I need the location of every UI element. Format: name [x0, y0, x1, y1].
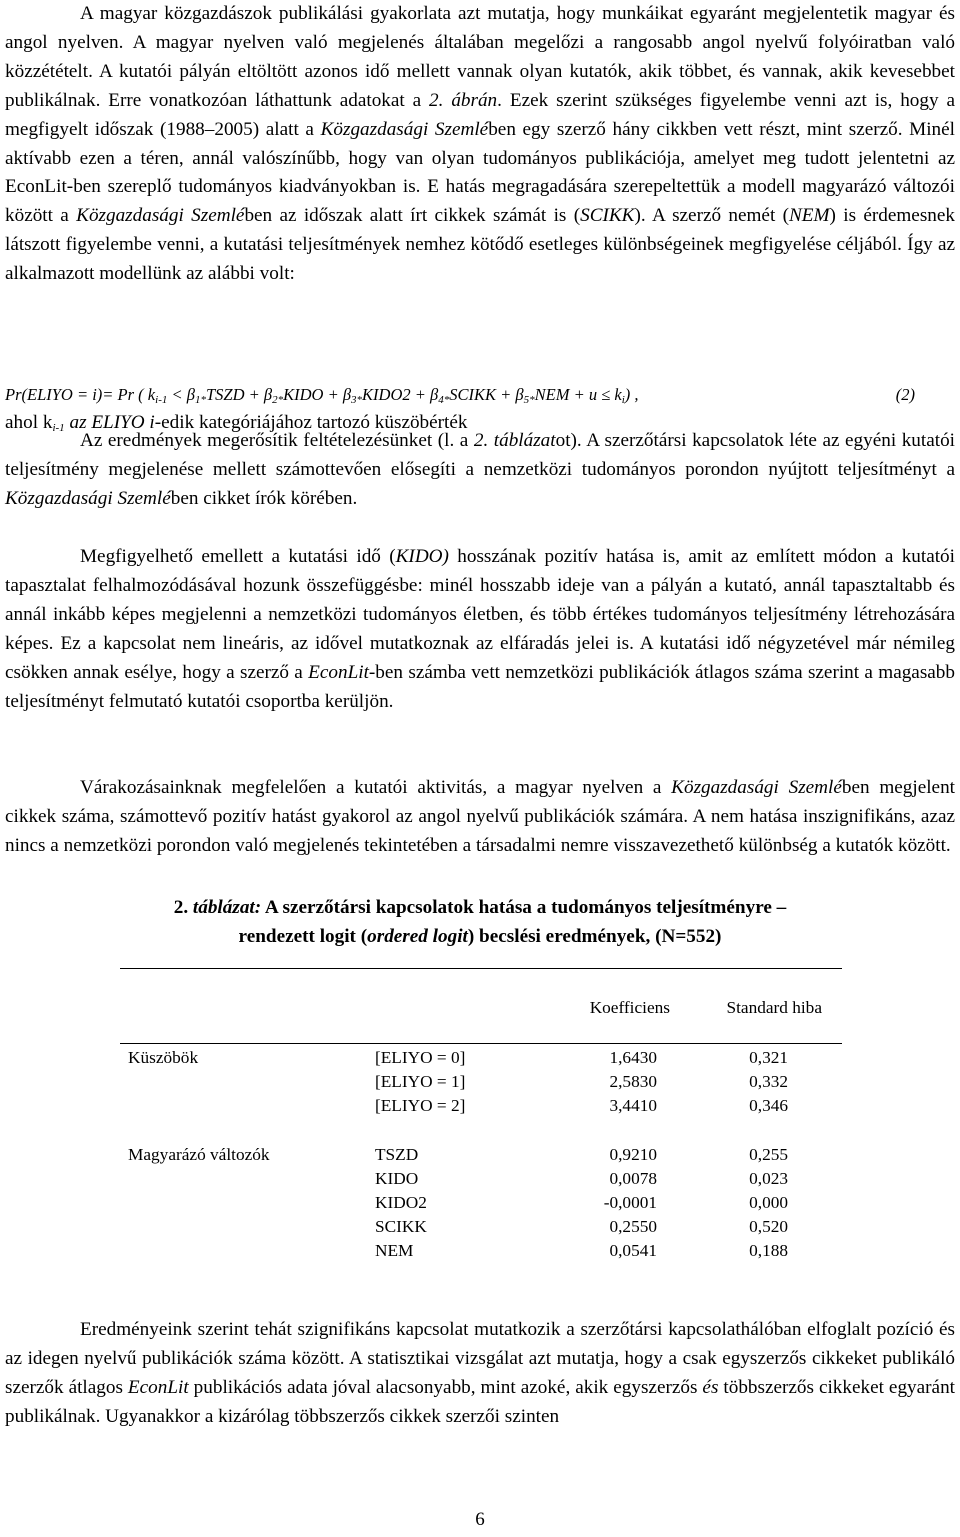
formula-part: KIDO2 + β — [362, 385, 439, 404]
text-run: ) is érdemesnek látszott figyelembe venni, a kutatási teljesítmények nemhez kötődő esetleges különbségeinek megfigyelése céljából. Így az alkalmazott modellünk az alábbi volt: — [5, 205, 955, 285]
group-label-explanatory-variables: Magyarázó változók — [128, 1145, 270, 1164]
coefficient-value: 2,5830 — [609, 1072, 657, 1091]
text-run: többszerzős cikkeket egyaránt publikálnak. Ugyanakkor a kizárólag többszerzős cikkek szerzői szinten — [5, 1376, 955, 1427]
emphasis: és — [702, 1376, 719, 1398]
text-run: . Ezek szerint szükséges figyelembe venni azt is, hogy a megfigyelt időszak (1988–2005) alatt a — [5, 89, 955, 140]
page-number: 6 — [475, 1509, 485, 1530]
column-header-standard-error: Standard hiba — [726, 998, 822, 1017]
standard-error-value: 0,255 — [749, 1145, 788, 1164]
formula-part: Pr(ELIYO = i)= Pr ( k — [5, 385, 156, 404]
text-run: Várakozásainknak megfelelően a kutatói aktivitás, a magyar nyelven a — [80, 777, 672, 798]
text-run: ). A szerző nemét ( — [634, 205, 789, 227]
text-run: ben az időszak alatt írt cikkek számát is ( — [244, 205, 581, 227]
standard-error-value: 0,188 — [749, 1241, 788, 1260]
row-name: [ELIYO = 1] — [375, 1072, 466, 1091]
figure-reference: 2. ábrán — [429, 89, 498, 111]
row-name: KIDO — [375, 1169, 419, 1188]
table-header-rule — [120, 1043, 842, 1044]
row-name: KIDO2 — [375, 1193, 427, 1212]
table-caption-line-1 — [0, 893, 960, 922]
database-name: EconLit — [308, 661, 369, 683]
definition-part: az ELIYO i — [64, 412, 155, 433]
coefficient-value: 0,9210 — [609, 1145, 657, 1164]
formula-part: ) , — [624, 385, 639, 404]
journal-name: Közgazdasági Szemlé — [671, 777, 842, 798]
caption-part: rendezett logit ( — [238, 926, 368, 947]
model-formula — [5, 381, 955, 409]
text-run: ben cikket írók körében. — [170, 487, 358, 509]
text-run: Megfigyelhető emellett a kutatási idő ( — [80, 546, 396, 567]
standard-error-value: 0,520 — [749, 1217, 788, 1236]
coefficient-value: 0,0541 — [609, 1241, 657, 1260]
journal-name: Közgazdasági Szemlé — [320, 118, 489, 140]
caption-part: 2. — [173, 897, 193, 918]
formula-part: < β — [167, 385, 195, 404]
coefficient-value: 0,0078 — [609, 1169, 657, 1188]
standard-error-value: 0,332 — [749, 1072, 788, 1091]
variable-name: SCIKK — [580, 205, 635, 227]
variable-name: KIDO) — [395, 546, 449, 567]
caption-label: táblázat: — [192, 897, 262, 918]
table-top-rule — [120, 968, 842, 969]
row-name: [ELIYO = 2] — [375, 1096, 466, 1115]
formula-subscript: 5* — [523, 394, 535, 406]
text-run: ben egy szerző hány cikkben vett részt, mint szerző. Minél aktívabb ezen a téren, annál valószínűbb, hogy van olyan tudományos publikációja, amelyet meg tudott jelentetni az EconLit-ben szereplő tudományos kiadványokban is. E hatás megragadására szerepeltettük a modell magyarázó változói között a — [5, 118, 955, 227]
equation-number: (2) — [895, 385, 915, 404]
body-paragraph-4 — [5, 774, 955, 861]
caption-part: ) becslési eredmények, (N=552) — [467, 926, 722, 947]
variable-name: NEM — [789, 205, 830, 227]
standard-error-value: 0,000 — [749, 1193, 788, 1212]
text-run: A magyar közgazdászok publikálási gyakorlata azt mutatja, hogy munkáikat egyaránt megjelentetik magyar és angol nyelven. A magyar nyelven való megjelenés általában megelőzi a rangosabb angol nyelvű folyóiratban való közzétételt. A kutatói pályán eltöltött azonos idő mellett vannak olyan kutatók, akik többet, és vannak, akik kevesebbet publikálnak. Erre vonatkozóan láthattunk adatokat a — [5, 3, 955, 111]
text-run: Eredményeink szerint tehát szignifikáns kapcsolat mutatkozik a szerzőtársi kapcsolathálóban elfoglalt pozíció és az idegen nyelvű publikációk száma között. A statisztikai vizsgálat azt mutatja, hogy a csak egyszerzős cikkeket publikáló szerzők átlagos — [5, 1319, 955, 1398]
formula-subscript: 4* — [438, 394, 450, 406]
coefficient-value: -0,0001 — [603, 1193, 657, 1212]
database-name: EconLit — [127, 1376, 189, 1398]
text-run: Az eredmények megerősítik feltételezésünket (l. a — [80, 430, 474, 451]
standard-error-value: 0,321 — [749, 1048, 788, 1067]
formula-subscript: 1* — [194, 394, 206, 406]
text-run: publikációs adata jóval alacsonyabb, mint azoké, akik egyszerzős — [188, 1376, 703, 1398]
formula-subscript: 3* — [351, 394, 363, 406]
table-caption-line-2 — [0, 922, 960, 951]
formula-subscript: 2* — [272, 394, 284, 406]
row-name: [ELIYO = 0] — [375, 1048, 466, 1067]
formula-part: TSZD + β — [205, 385, 273, 404]
caption-part: A szerzőtársi kapcsolatok hatása a tudományos teljesítményre – — [261, 897, 787, 918]
formula-subscript: i-1 — [155, 394, 168, 406]
body-paragraph-1 — [5, 0, 955, 289]
definition-subscript: i-1 — [52, 422, 65, 434]
body-paragraph-2 — [5, 427, 955, 514]
journal-name: Közgazdasági Szemlé — [76, 205, 245, 227]
formula-part: SCIKK + β — [449, 385, 524, 404]
coefficient-value: 3,4410 — [609, 1096, 657, 1115]
coefficient-value: 0,2550 — [609, 1217, 657, 1236]
formula-part: KIDO + β — [283, 385, 352, 404]
definition-part: ahol k — [5, 412, 53, 433]
body-paragraph-3 — [5, 543, 955, 716]
table-reference: 2. táblázat — [473, 430, 556, 451]
journal-name: Közgazdasági Szemlé — [5, 487, 171, 509]
row-name: TSZD — [375, 1145, 419, 1164]
body-paragraph-5 — [5, 1316, 955, 1432]
definition-part: -edik kategóriájához tartozó küszöbérték — [154, 412, 468, 433]
standard-error-value: 0,023 — [749, 1169, 788, 1188]
row-name: SCIKK — [375, 1217, 427, 1236]
text-run: ot). A szerzőtársi kapcsolatok léte az egyéni kutatói teljesítmény megjelenése mellett számottevően elősegíti a nemzetközi tudományos porondon nyújtott teljesítményt a — [5, 430, 956, 480]
standard-error-value: 0,346 — [749, 1096, 788, 1115]
formula-part: NEM + u ≤ k — [534, 385, 622, 404]
caption-part: ordered logit — [367, 926, 468, 947]
coefficient-value: 1,6430 — [609, 1048, 657, 1067]
text-run: -ben számba vett nemzetközi publikációk átlagos száma szerint a magasabb teljesítményt felmutató kutatói csoportba kerüljön. — [5, 661, 955, 712]
text-run: ben megjelent cikkek száma, számottevő pozitív hatást gyakorol az angol nyelvű publikációk számára. A nem hatása inszignifikáns, azaz nincs a nemzetközi porondon való megjelenés tekintetében a társadalmi nemre visszavezethető különbség a kutatók között. — [5, 777, 955, 856]
column-header-coefficient: Koefficiens — [589, 998, 670, 1017]
group-label-thresholds: Küszöbök — [128, 1048, 199, 1067]
formula-subscript: i — [621, 394, 625, 406]
row-name: NEM — [375, 1241, 414, 1260]
text-run: hosszának pozitív hatása is, amit az említett módon a kutatói tapasztalat felhalmozódásával hozunk összefüggésbe: minél hosszabb ideje van a pályán a kutató, annál tapasztaltabb és annál inkább képes megjelenni a nemzetközi tudományos életben, és több értékes tudományos teljesítmény létrehozására képes. Ez a kapcsolat nem lineáris, az idővel mutatkoznak az elfáradás jelei is. A kutatási idő négyzetével már némileg csökken annak esélye, hogy a szerző a — [5, 546, 955, 683]
